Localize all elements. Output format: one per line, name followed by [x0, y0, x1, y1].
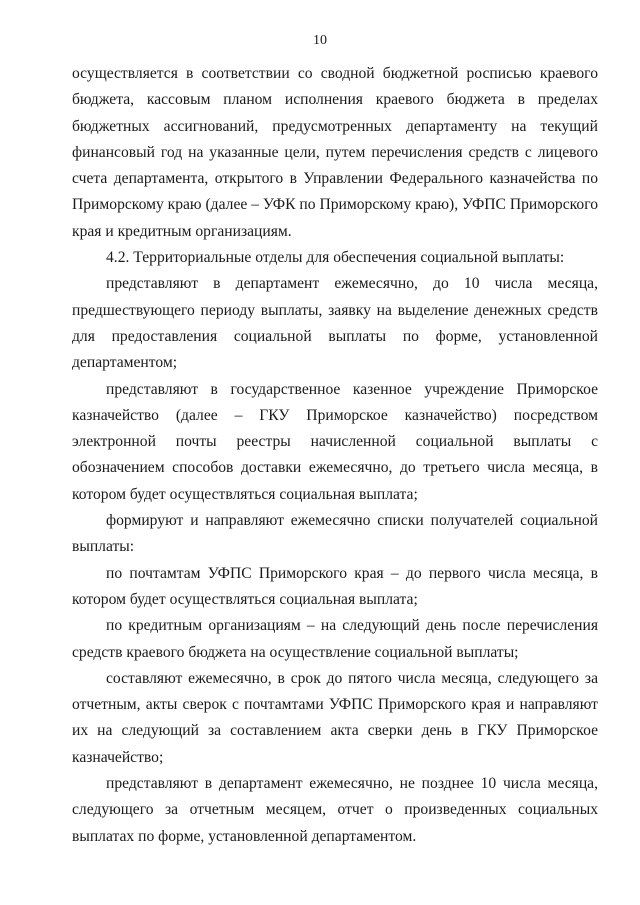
paragraph: формируют и направляют ежемесячно списки получателей социальной выплаты:: [72, 512, 598, 556]
paragraph: представляют в департамент ежемесячно, до 10 числа месяца, предшествующего периоду выплаты, заявку на выделение денежных средств для предоставления социальной выплаты по форме, установленной департаментом;: [72, 275, 598, 372]
paragraph-continuation: осуществляется в соответствии со сводной бюджетной росписью краевого бюджета, кассовым планом исполнения краевого бюджета в пределах бюджетных ассигнований, предусмотренных департаменту на текущий финансовый год на указанные цели, путем перечисления средств с лицевого счета департамента, открытого в Управлении Федерального казначейства по Приморскому краю (далее – УФК по Приморскому краю), УФПС Приморского края и кредитным организациям.: [72, 65, 598, 240]
paragraph: представляют в департамент ежемесячно, не позднее 10 числа месяца, следующего за отчетным месяцем, отчет о произведенных социальных выплатах по форме, установленной департаментом.: [72, 775, 598, 845]
paragraph: представляют в государственное казенное учреждение Приморское казначейство (далее – ГКУ Приморское казначейство) посредством электронной почты реестры начисленной социальной выплаты с обозначением способов доставки ежемесячно, до третьего числа месяца, в котором будет осуществляться социальная выплата;: [72, 380, 598, 503]
page-number: 10: [313, 33, 327, 48]
paragraph: составляют ежемесячно, в срок до пятого числа месяца, следующего за отчетным, акты сверок с почтамтами УФПС Приморского края и направляют их на следующий за составлением акта сверки день в ГКУ Приморское казначейство;: [72, 669, 598, 766]
section-heading-4-2: 4.2. Территориальные отделы для обеспечения социальной выплаты:: [106, 249, 565, 267]
paragraph: по почтамтам УФПС Приморского края – до первого числа месяца, в котором будет осуществляться социальная выплата;: [72, 564, 598, 608]
paragraph: по кредитным организациям – на следующий день после перечисления средств краевого бюджета на осуществление социальной выплаты;: [72, 617, 598, 661]
document-body: [72, 61, 598, 850]
